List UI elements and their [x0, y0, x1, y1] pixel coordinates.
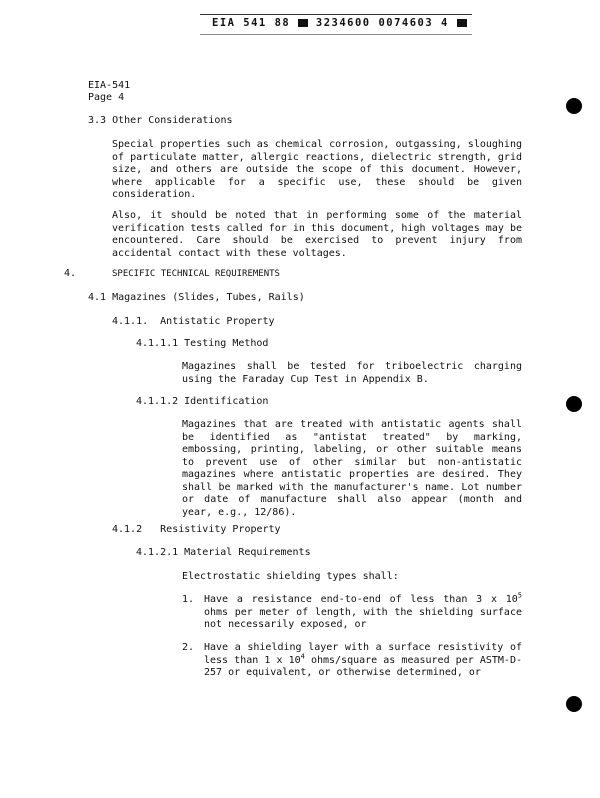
- paragraph: Magazines shall be tested for triboelectric charging using the Faraday Cup Test in Appendix B.: [182, 361, 522, 385]
- punch-hole-icon: [566, 696, 582, 712]
- item-text-part: Have a resistance end-to-end of less than 3 x 10: [204, 594, 518, 605]
- redaction-block-icon: [298, 19, 308, 27]
- list-item: [182, 591, 522, 632]
- header-numbers: 3234600 0074603 4: [315, 17, 449, 29]
- document-header: [212, 17, 472, 29]
- doc-id: EIA-541: [88, 80, 131, 91]
- section-heading: 4.1.1.1 Testing Method: [136, 338, 269, 349]
- section-title: SPECIFIC TECHNICAL REQUIREMENTS: [112, 269, 280, 279]
- punch-hole-icon: [566, 98, 582, 114]
- list-item: [182, 642, 522, 680]
- section-heading: 4.1.1. Antistatic Property: [112, 316, 275, 327]
- list-item-number: 1.: [182, 594, 195, 605]
- item-text-part: Have a shielding layer with a surface resistivity of less than 1 x 10: [204, 642, 522, 666]
- paragraph: Magazines that are treated with antistatic agents shall be identified as "antistat treated" by marking, embossing, printing, labeling, or other suitable means to prevent use of other similar but non-antistatic magazines where antistatic properties are desired. They shall be marked with the manufacturer's name. Lot number or date of manufacture shall also appear (month and year, e.g., 12/86).: [182, 419, 522, 518]
- list-item-number: 2.: [182, 642, 195, 653]
- section-heading: 3.3 Other Considerations: [88, 115, 233, 126]
- item-text-part: ohms/square as measured per ASTM-D-257 or equivalent, or otherwise determined, or: [204, 654, 522, 678]
- item-text-part: ohms per meter of length, with the shielding surface not necessarily exposed, or: [204, 606, 522, 630]
- punch-hole-icon: [566, 396, 582, 412]
- exponent: 4: [300, 652, 305, 661]
- list-item-text: [204, 591, 522, 632]
- section-heading: 4.1 Magazines (Slides, Tubes, Rails): [88, 292, 305, 303]
- section-heading: 4.1.2 Resistivity Property: [112, 524, 281, 535]
- page-number: Page 4: [88, 92, 125, 103]
- section-number: 4.: [64, 268, 77, 279]
- section-heading: 4.1.1.2 Identification: [136, 396, 269, 407]
- paragraph: Also, it should be noted that in performing some of the material verification tests called for in this document, high voltages may be encountered. Care should be exercised to prevent injury from accidental contact with these voltages.: [112, 210, 522, 259]
- redaction-block-icon: [457, 19, 467, 27]
- header-code: EIA 541 88: [212, 17, 291, 29]
- list-intro: Electrostatic shielding types shall:: [182, 571, 399, 582]
- header-rule-bottom: [200, 34, 472, 35]
- header-rule-top: [200, 14, 472, 15]
- paragraph: Special properties such as chemical corrosion, outgassing, sloughing of particulate matter, allergic reactions, dielectric strength, grid size, and others are outside the scope of this document. However, where applicable for a specific use, these should be given consideration.: [112, 139, 522, 200]
- list-item-text: [204, 642, 522, 680]
- section-heading: 4.1.2.1 Material Requirements: [136, 547, 311, 558]
- exponent: 5: [517, 591, 522, 600]
